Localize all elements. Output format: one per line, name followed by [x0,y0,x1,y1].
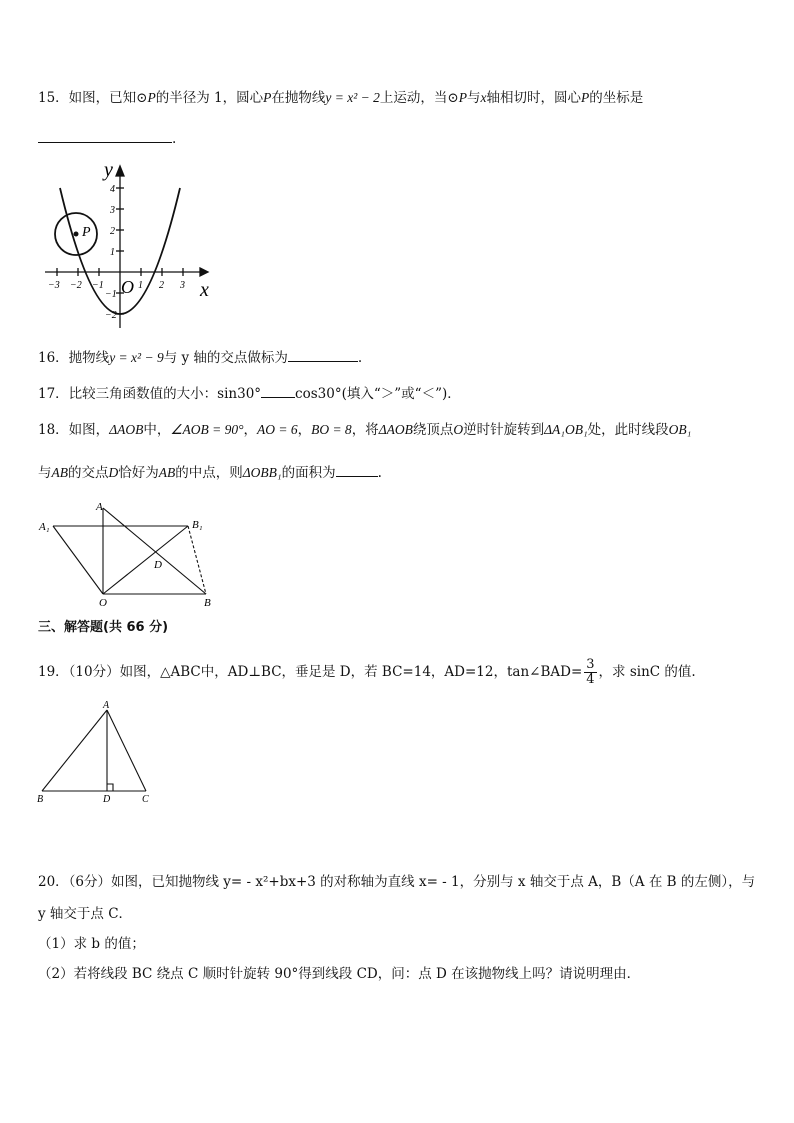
q16-period: . [357,350,363,366]
q18-ob1: OB₁ [668,422,692,437]
q18-text-9: 恰好为 [118,465,159,481]
q15-p-3: P [458,90,467,105]
q18-ao: AO = 6 [256,422,298,437]
q15-text-2: 的半径为 1，圆心 [155,90,264,106]
section-heading: 三、解答题(共 66 分) [38,620,169,635]
q18-triangle: ΔAOB [109,422,144,437]
q18-ab: AB [51,465,68,480]
label-b: B [204,597,211,609]
q18-obb1: ΔOBB₁ [242,465,282,480]
q20-line3: （1）求 b 的值； [38,936,145,952]
q16-formula: y = x² − 9 [109,350,164,365]
label-a: A [103,700,110,711]
q15-p: P [147,90,156,105]
x-tick-label: −2 [70,280,82,291]
segment-ab [42,710,107,791]
q19-text-3: ，求 sinC 的值. [598,664,696,680]
q16-text-1: 16．抛物线 [38,350,110,366]
q18-text-3: ，将 [351,422,379,438]
q18-bo: BO = 8 [311,422,352,437]
segment-ob1 [103,526,188,594]
q16-line [38,347,362,368]
label-a: A [96,501,103,513]
q19-text-2: 中，AD⊥BC，垂足是 D，若 BC=14，AD=12，tan∠BAD= [200,664,583,680]
q15-line1 [38,88,643,108]
q18-text-11: 的面积为 [281,465,336,481]
q15-answer-blank[interactable] [38,128,172,143]
q18-text-8: 的交点 [68,465,109,481]
q18-text-1: 18．如图， [38,422,110,438]
q17-line [38,383,461,404]
segment-a1o [53,526,103,594]
label-o: O [99,597,107,609]
y-tick-label: 1 [110,247,115,258]
q15-text-3: 在抛物线 [271,90,326,106]
q19-line [38,658,696,687]
q18-triangle-2: ΔAOB [378,422,413,437]
x-tick-label: −1 [92,280,104,291]
label-b: B [37,794,44,805]
q18-ab-2: AB [158,465,176,480]
x-axis-arrow-icon [200,268,208,276]
q17-text-1: 17．比较三角函数值的大小：sin30° [38,386,262,402]
q20-line2: y 轴交于点 C． [38,906,133,922]
segment-b1b-dashed [188,526,206,594]
q17-answer-blank[interactable] [261,383,295,398]
q18-line2 [38,462,382,483]
q15-x: x [480,90,487,105]
y-axis-label: y [104,159,113,181]
q18-figure [36,500,226,612]
q17-text-2: cos30°(填入“＞”或“＜”)． [295,386,461,402]
q18-text-4: 绕顶点 [412,422,454,438]
y-tick-label: 2 [110,226,115,237]
x-tick-label: 3 [180,280,185,291]
segment-ac [107,710,146,791]
q19-figure [34,700,164,808]
q18-text-5: 逆时针旋转到 [463,422,545,438]
label-c: C [142,794,149,805]
q15-text-4: 上运动，当⊙ [379,90,459,106]
q20-line1: 20．（6分）如图，已知抛物线 y= - x²+bx+3 的对称轴为直线 x= - 1，分别与 x 轴交于点 A，B（A 在 B 的左侧），与 [38,874,756,890]
q18-rotated-triangle: ΔA₁OB₁ [544,422,588,437]
q15-period: . [172,131,177,147]
x-tick-label: 2 [159,280,164,291]
q18-line1: 18．如图，ΔAOB中，∠AOB = 90°，AO = 6，BO = 8，将ΔAOB绕顶点O逆时针旋转到ΔA₁OB₁处，此时线段OB₁ [38,422,692,438]
q18-d: D [108,465,119,480]
q18-o: O [453,422,464,437]
q15-text-6: 轴相切时，圆心 [486,90,581,106]
q15-text-7: 的坐标是 [589,90,644,106]
label-b1: B₁ [192,519,203,531]
label-d: D [154,559,162,571]
q15-p-2: P [263,90,272,105]
q15-p-4: P [580,90,590,105]
fraction-numerator: 3 [586,657,595,672]
y-tick-label: −2 [105,310,117,321]
q18-angle: ∠AOB = 90° [170,422,244,437]
x-tick-label: −3 [48,280,60,291]
q20-line4: （2）若将线段 BC 绕点 C 顺时针旋转 90°得到线段 CD，问：点 D 在该抛物线上吗？请说明理由． [38,966,641,982]
q18-period: . [377,465,382,481]
point-p-label: P [82,225,91,240]
q18-text-7: 与 [38,465,52,481]
label-d: D [103,794,111,805]
q15-text-1: 15．如图，已知⊙ [38,90,148,106]
right-angle-icon [107,784,113,791]
q19-text-1: 19．（10分）如图， [38,664,161,680]
center-p-dot [74,232,79,237]
fraction-denominator: 4 [586,672,595,687]
q15-figure [40,158,220,333]
x-axis-label: x [200,279,209,301]
q19-fraction [584,658,596,687]
q18-text-6: 处，此时线段 [587,422,669,438]
q15-formula: y = x² − 2 [325,90,380,105]
q18-text-2: 中， [143,422,171,438]
q16-answer-blank[interactable] [288,347,358,362]
q15-text-5: 与 [466,90,481,106]
q18-text-10: 的中点，则 [175,465,243,481]
y-tick-label: −1 [105,289,117,300]
y-tick-label: 3 [110,205,115,216]
origin-label: O [121,277,134,297]
q16-text-2: 与 y 轴的交点做标为 [163,350,288,366]
q18-answer-blank[interactable] [336,462,378,477]
label-a1: A₁ [39,521,50,533]
q19-triangle: △ABC [160,664,201,680]
x-tick-label: 1 [138,280,143,291]
y-axis-arrow-icon [116,166,124,176]
y-tick-label: 4 [110,184,115,195]
q15-answer-line [38,128,176,149]
